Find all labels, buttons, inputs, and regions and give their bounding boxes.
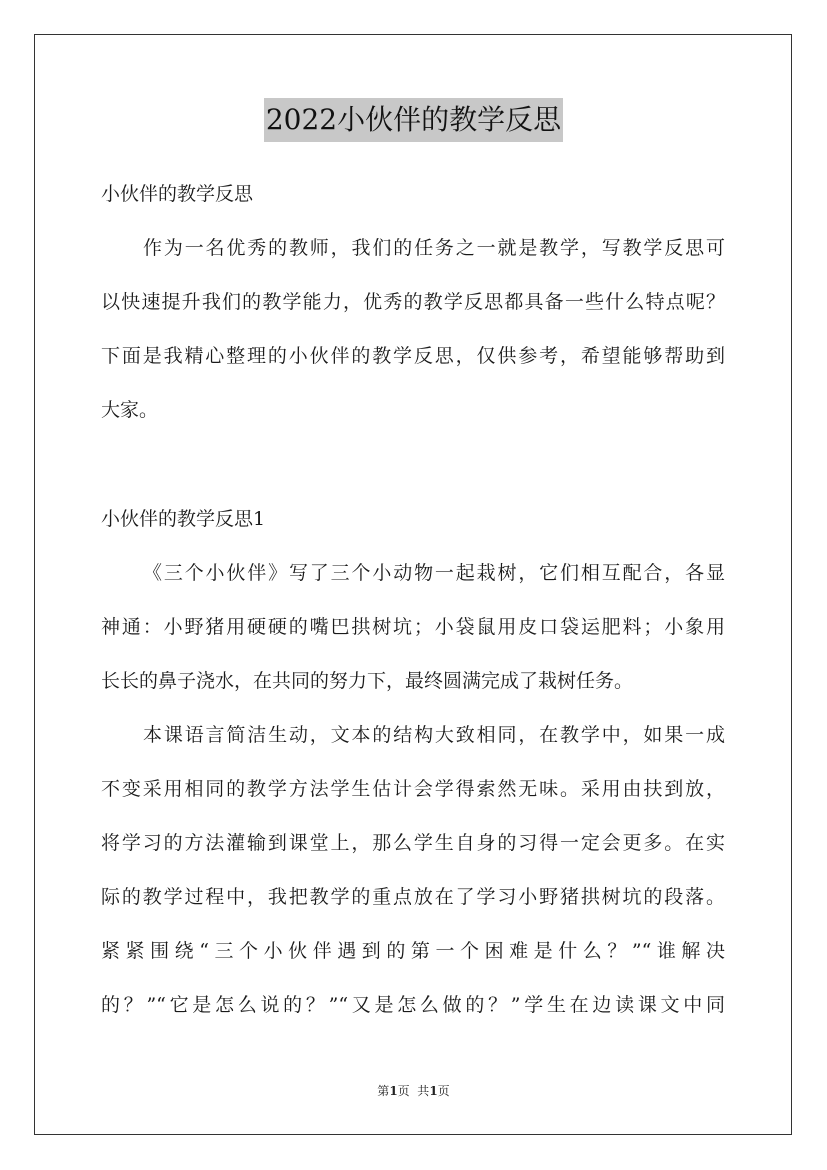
paragraph-line: 长长的鼻子浇水，在共同的努力下，最终圆满完成了栽树任务。	[101, 670, 634, 692]
paragraph-line: 下面是我精心整理的小伙伴的教学反思，仅供参考，希望能够帮助到	[101, 345, 725, 367]
paragraph-line: 作为一名优秀的教师，我们的任务之一就是教学，写教学反思可	[143, 237, 725, 259]
paragraph-line: 不变采用相同的教学方法学生估计会学得索然无味。采用由扶到放，	[101, 778, 725, 800]
paragraph-line: 大家。	[101, 399, 159, 421]
paragraph-line: 《三个小伙伴》写了三个小动物一起栽树，它们相互配合，各显	[143, 562, 725, 584]
footer-mid: 页 共	[397, 1084, 430, 1098]
paragraph-line: 紧紧围绕“三个小伙伴遇到的第一个困难是什么？”“谁解决	[101, 940, 725, 962]
footer-prefix: 第	[377, 1084, 390, 1098]
document-title: 2022小伙伴的教学反思	[264, 98, 563, 142]
footer-page-total: 1	[429, 1084, 438, 1098]
paragraph-line: 际的教学过程中，我把教学的重点放在了学习小野猪拱树坑的段落。	[101, 886, 725, 908]
page-footer	[0, 1083, 827, 1099]
footer-suffix: 页	[437, 1084, 450, 1098]
title-container	[0, 98, 827, 142]
paragraph-line: 本课语言简洁生动，文本的结构大致相同，在教学中，如果一成	[143, 724, 725, 746]
paragraph-line: 神通：小野猪用硬硬的嘴巴拱树坑；小袋鼠用皮口袋运肥料；小象用	[101, 616, 725, 638]
paragraph-line: 以快速提升我们的教学能力，优秀的教学反思都具备一些什么特点呢？	[101, 291, 725, 313]
paragraph-line: 将学习的方法灌输到课堂上，那么学生自身的习得一定会更多。在实	[101, 832, 725, 854]
footer-page-current: 1	[389, 1084, 398, 1098]
section-heading: 小伙伴的教学反思1	[101, 508, 266, 530]
paragraph-line: 的？”“它是怎么说的？”“又是怎么做的？”学生在边读课文中同	[101, 994, 725, 1016]
section-heading: 小伙伴的教学反思	[101, 183, 254, 205]
